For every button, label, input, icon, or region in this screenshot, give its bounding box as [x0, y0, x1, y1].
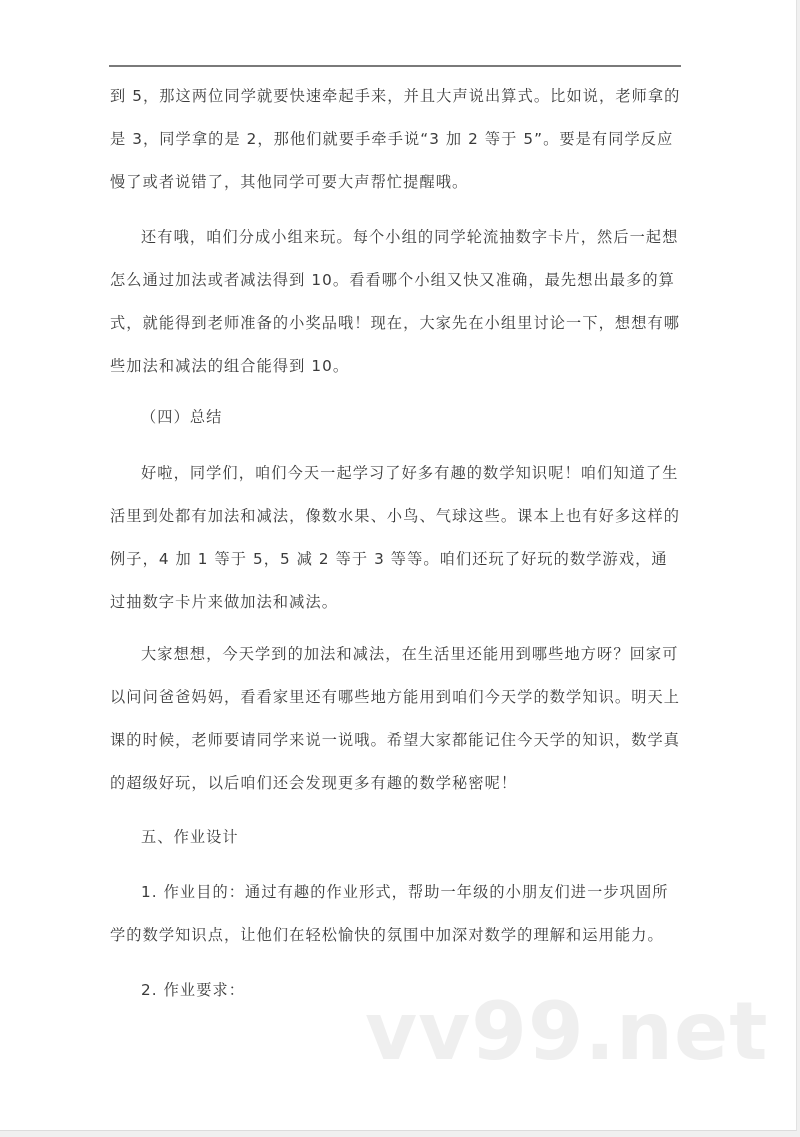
- header-rule: [109, 65, 681, 67]
- paragraph-line: 以问问爸爸妈妈，看看家里还有哪些地方能用到咱们今天学的数学知识。明天上: [110, 688, 681, 706]
- paragraph-line: 活里到处都有加法和减法，像数水果、小鸟、气球这些。课本上也有好多这样的: [110, 507, 681, 525]
- paragraph-line: 还有哦，咱们分成小组来玩。每个小组的同学轮流抽数字卡片，然后一起想: [141, 228, 679, 246]
- paragraph-line: 到 5，那这两位同学就要快速牵起手来，并且大声说出算式。比如说，老师拿的: [110, 87, 681, 105]
- list-item-homework-purpose-cont: 学的数学知识点，让他们在轻松愉快的氛围中加深对数学的理解和运用能力。: [110, 926, 664, 944]
- paragraph-line: 例子，4 加 1 等于 5，5 减 2 等于 3 等等。咱们还玩了好玩的数学游戏，通: [110, 550, 668, 568]
- list-item-homework-purpose: 1. 作业目的：通过有趣的作业形式，帮助一年级的小朋友们进一步巩固所: [141, 883, 669, 901]
- paragraph-line: 慢了或者说错了，其他同学可要大声帮忙提醒哦。: [110, 173, 469, 191]
- section-heading-homework: 五、作业设计: [141, 828, 239, 846]
- paragraph-line: 怎么通过加法或者减法得到 10。看看哪个小组又快又准确，最先想出最多的算: [110, 271, 675, 289]
- paragraph-line: 式，就能得到老师准备的小奖品哦！现在，大家先在小组里讨论一下，想想有哪: [110, 314, 681, 332]
- paragraph-line: 好啦，同学们，咱们今天一起学习了好多有趣的数学知识呢！咱们知道了生: [141, 464, 679, 482]
- list-item-homework-requirements: 2. 作业要求：: [141, 981, 246, 999]
- paragraph-line: 的超级好玩，以后咱们还会发现更多有趣的数学秘密呢！: [110, 774, 518, 792]
- paragraph-line: 些加法和减法的组合能得到 10。: [110, 357, 350, 375]
- section-heading-summary: （四）总结: [141, 408, 223, 426]
- paragraph-line: 课的时候，老师要请同学来说一说哦。希望大家都能记住今天学的知识，数学真: [110, 731, 681, 749]
- paragraph-line: 过抽数字卡片来做加法和减法。: [110, 593, 339, 611]
- watermark: vv99.net: [365, 985, 769, 1078]
- paragraph-line: 大家想想，今天学到的加法和减法，在生活里还能用到哪些地方呀？回家可: [141, 645, 679, 663]
- paragraph-line: 是 3，同学拿的是 2，那他们就要手牵手说“3 加 2 等于 5”。要是有同学反应: [110, 130, 674, 148]
